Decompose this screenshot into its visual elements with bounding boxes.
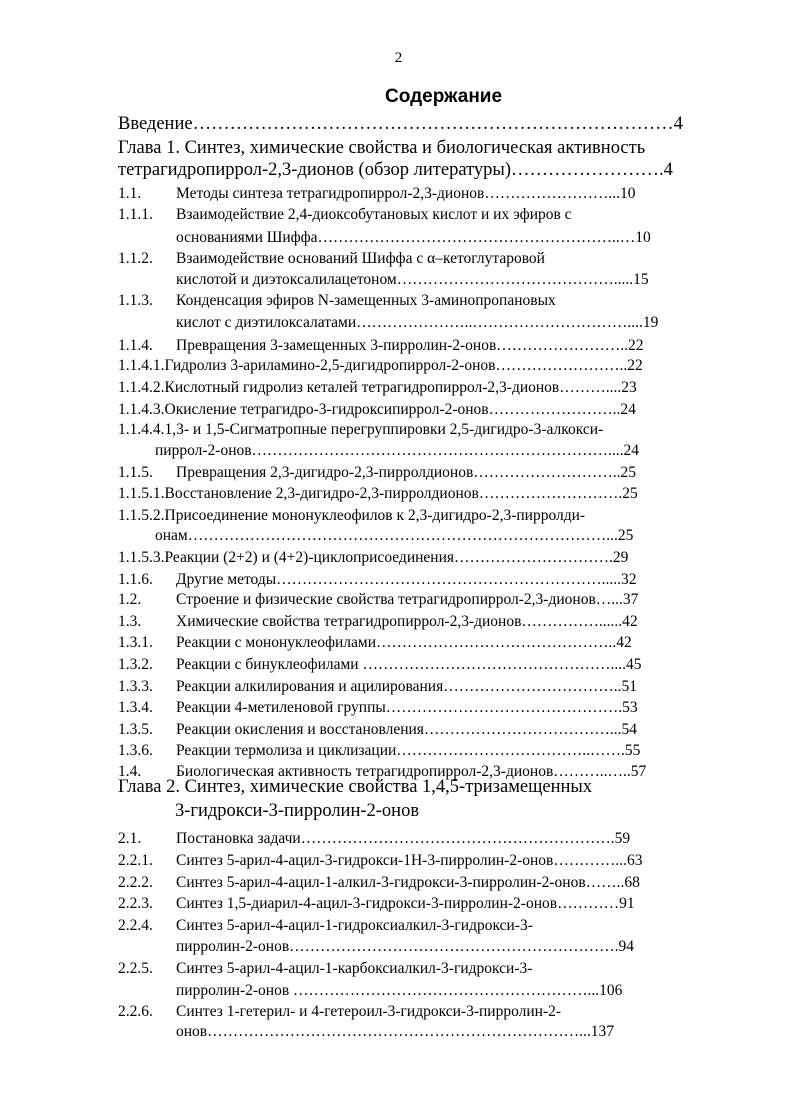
toc-entry-text: пирролин-2-онов……………………………………………………….94 <box>176 938 635 955</box>
toc-entry <box>118 1002 561 1022</box>
toc-entry-text: Другие методы……………………………………………………….....32 <box>176 571 637 588</box>
toc-entry <box>118 484 638 504</box>
toc-entry <box>118 205 572 225</box>
toc-entry <box>118 894 635 914</box>
toc-entry <box>118 400 636 420</box>
toc-entry <box>118 378 637 398</box>
toc-entry <box>118 249 545 269</box>
toc-entry-number: 1.1. <box>118 185 142 202</box>
toc-entry-text: 1.1.5.1.Восстановление 2,3-дигидро-2,3-пирролдионов……………………….25 <box>118 485 638 502</box>
toc-entry-number: 2.2.5. <box>118 960 153 977</box>
page-number: 2 <box>394 50 403 66</box>
toc-entry <box>118 959 532 979</box>
toc-entry-text: тетрагидропиррол-2,3-дионов (обзор литературы)…………………….4 <box>118 160 673 180</box>
toc-entry-number: 1.3. <box>118 613 142 630</box>
toc-entry <box>118 313 658 333</box>
toc-entry-text: Синтез 5-арил-4-ацил-1-алкил-3-гидрокси-3-пирролин-2-онов……..68 <box>176 874 640 891</box>
toc-entry <box>118 720 637 740</box>
toc-entry-number: 2.1. <box>118 830 142 847</box>
toc-entry-text: 1.1.4.3.Окисление тетрагидро-3-гидроксипиррол-2-онов……………………..24 <box>118 401 636 418</box>
toc-entry-number: 1.1.6. <box>118 571 153 588</box>
toc-entry-number: 2.2.6. <box>118 1003 153 1020</box>
toc-entry-number: 2.2.1. <box>118 852 153 869</box>
toc-entry-text: 1.1.4.4.1,3- и 1,5-Сигматропные перегруппировки 2,5-дигидро-3-алкокси- <box>118 421 604 438</box>
toc-entry <box>118 776 592 798</box>
toc-entry-text: 1.1.5.3.Реакции (2+2) и (4+2)-циклоприсоединения………………………….29 <box>118 549 629 566</box>
toc-entry <box>118 612 638 632</box>
toc-entry-number: 1.3.4. <box>118 699 153 716</box>
toc-entry-text: Реакции 4-метиленовой группы……………………………………….53 <box>176 699 638 716</box>
toc-entry-text: Реакции термолиза и циклизации………………………………..…….55 <box>176 742 641 759</box>
toc-entry <box>118 159 673 181</box>
toc-entry-number: 2.2.2. <box>118 874 153 891</box>
toc-entry <box>118 184 635 204</box>
toc-entry-number: 1.3.2. <box>118 656 153 673</box>
toc-entry <box>118 506 585 526</box>
toc-entry-text: Строение и физические свойства тетрагидропиррол-2,3-дионов…...37 <box>176 591 639 608</box>
toc-entry-number: 1.1.1. <box>118 206 153 223</box>
toc-entry-number: 1.2. <box>118 591 142 608</box>
toc-entry-text: Методы синтеза тетрагидропиррол-2,3-дионов……………………...10 <box>176 185 636 202</box>
toc-entry-text: онов………………………………………………………………...137 <box>176 1023 614 1040</box>
toc-entry-number: 1.1.2. <box>118 250 153 267</box>
toc-entry-text: 3-гидрокси-3-пирролин-2-онов <box>175 801 420 821</box>
toc-entry-text: Взаимодействие 2,4-диоксобутановых кислот и их эфиров с <box>176 206 572 223</box>
toc-entry <box>118 1022 614 1042</box>
toc-entry <box>155 526 633 546</box>
toc-entry <box>118 829 630 849</box>
toc-entry-number: 1.1.4. <box>118 337 153 354</box>
toc-entry <box>118 698 638 718</box>
toc-entry-text: Реакции с бинуклеофилами …………………………………………....45 <box>176 656 642 673</box>
toc-entry-number: 2.2.3. <box>118 895 153 912</box>
toc-entry <box>118 633 632 653</box>
toc-entry-number: 1.1.5. <box>118 464 153 481</box>
toc-entry-number: 1.1.3. <box>118 292 153 309</box>
toc-entry <box>118 420 603 440</box>
toc-entry-text: Синтез 1,5-диарил-4-ацил-3-гидрокси-3-пирролин-2-онов…………91 <box>176 895 635 912</box>
toc-entry <box>175 800 419 822</box>
toc-entry-text: 1.1.4.2.Кислотный гидролиз кеталей тетрагидропиррол-2,3-дионов………....23 <box>118 379 637 396</box>
toc-entry-text: кислотой и диэтоксалилацетоном…………………………………….....15 <box>176 271 649 288</box>
toc-entry <box>118 655 641 675</box>
toc-entry <box>118 741 640 761</box>
toc-entry-number: 1.3.6. <box>118 742 153 759</box>
toc-entry <box>118 113 683 135</box>
toc-entry-number: 1.4. <box>118 763 142 780</box>
toc-title: Содержание <box>385 86 503 107</box>
toc-entry-text: Реакции окисления и восстановления………………………………...54 <box>176 721 638 738</box>
toc-entry <box>118 336 644 356</box>
toc-entry-text: основаниями Шиффа…………………………………………………..…10 <box>176 229 651 246</box>
toc-entry-text: Химические свойства тетрагидропиррол-2,3-дионов……………......42 <box>176 613 638 630</box>
toc-entry-text: пирролин-2-онов …………………………………………………...106 <box>176 982 623 999</box>
toc-entry <box>118 291 556 311</box>
toc-entry <box>118 590 638 610</box>
toc-entry <box>118 137 645 159</box>
toc-entry-text: Биологическая активность тетрагидропиррол-2,3-дионов………..…..57 <box>176 763 647 780</box>
toc-entry-text: Превращения 3-замещенных 3-пирролин-2-онов……………………..22 <box>176 337 644 354</box>
toc-entry <box>118 916 533 936</box>
toc-entry-text: Реакции алкилирования и ацилирования……………………………..51 <box>176 678 637 695</box>
toc-entry-number: 1.3.1. <box>118 634 153 651</box>
toc-entry-text: Синтез 5-арил-4-ацил-3-гидрокси-1Н-3-пирролин-2-онов…………...63 <box>176 852 643 869</box>
toc-entry-text: Постановка задачи…………………………………………………….59 <box>176 830 631 847</box>
toc-entry <box>118 677 637 697</box>
toc-entry-text: Глава 2. Синтез, химические свойства 1,4,5-тризамещенных <box>118 777 593 797</box>
toc-entry-text: онам………………………………………………………………………...25 <box>155 527 634 544</box>
toc-entry <box>118 981 622 1001</box>
toc-entry-text: Синтез 5-арил-4-ацил-1-гидроксиалкил-3-гидрокси-3- <box>176 917 533 934</box>
toc-entry <box>118 937 634 957</box>
toc-entry <box>118 851 643 871</box>
toc-entry-number: 1.3.5. <box>118 721 153 738</box>
toc-entry <box>118 356 643 376</box>
toc-entry-text: Взаимодействие оснований Шиффа с α–кетоглутаровой <box>176 250 545 267</box>
toc-entry-text: Синтез 1-гетерил- и 4-гетероил-3-гидрокси-3-пирролин-2- <box>176 1003 562 1020</box>
toc-entry-text: Синтез 5-арил-4-ацил-1-карбоксиалкил-3-гидрокси-3- <box>176 960 533 977</box>
toc-entry <box>118 548 628 568</box>
toc-entry-text: Реакции с мононуклеофилами………………………………………..42 <box>176 634 632 651</box>
toc-entry-number: 2.2.4. <box>118 917 153 934</box>
toc-entry <box>118 228 651 248</box>
toc-entry-text: Введение……………………………………………………………………4 <box>118 114 683 134</box>
toc-entry-number: 1.3.3. <box>118 678 153 695</box>
toc-entry-text: 1.1.5.2.Присоединение мононуклеофилов к 2,3-дигидро-2,3-пирролди- <box>118 507 586 524</box>
toc-entry-text: пиррол-2-онов……………………………………………………………....24 <box>155 442 640 459</box>
toc-entry-text: 1.1.4.1.Гидролиз 3-ариламино-2,5-дигидропиррол-2-онов……………………..22 <box>118 357 643 374</box>
toc-entry-text: Глава 1. Синтез, химические свойства и биологическая активность <box>118 138 646 158</box>
toc-entry-text: Превращения 2,3-дигидро-2,3-пирролдионов………………………..25 <box>176 464 637 481</box>
toc-entry-text: Конденсация эфиров N-замещенных 3-аминопропановых <box>176 292 556 309</box>
toc-entry <box>118 873 640 893</box>
toc-entry <box>155 441 639 461</box>
toc-entry <box>118 570 637 590</box>
toc-entry <box>118 463 636 483</box>
toc-entry-text: кислот с диэтилоксалатами…………………..…………………………....19 <box>176 314 659 331</box>
toc-entry <box>118 270 649 290</box>
